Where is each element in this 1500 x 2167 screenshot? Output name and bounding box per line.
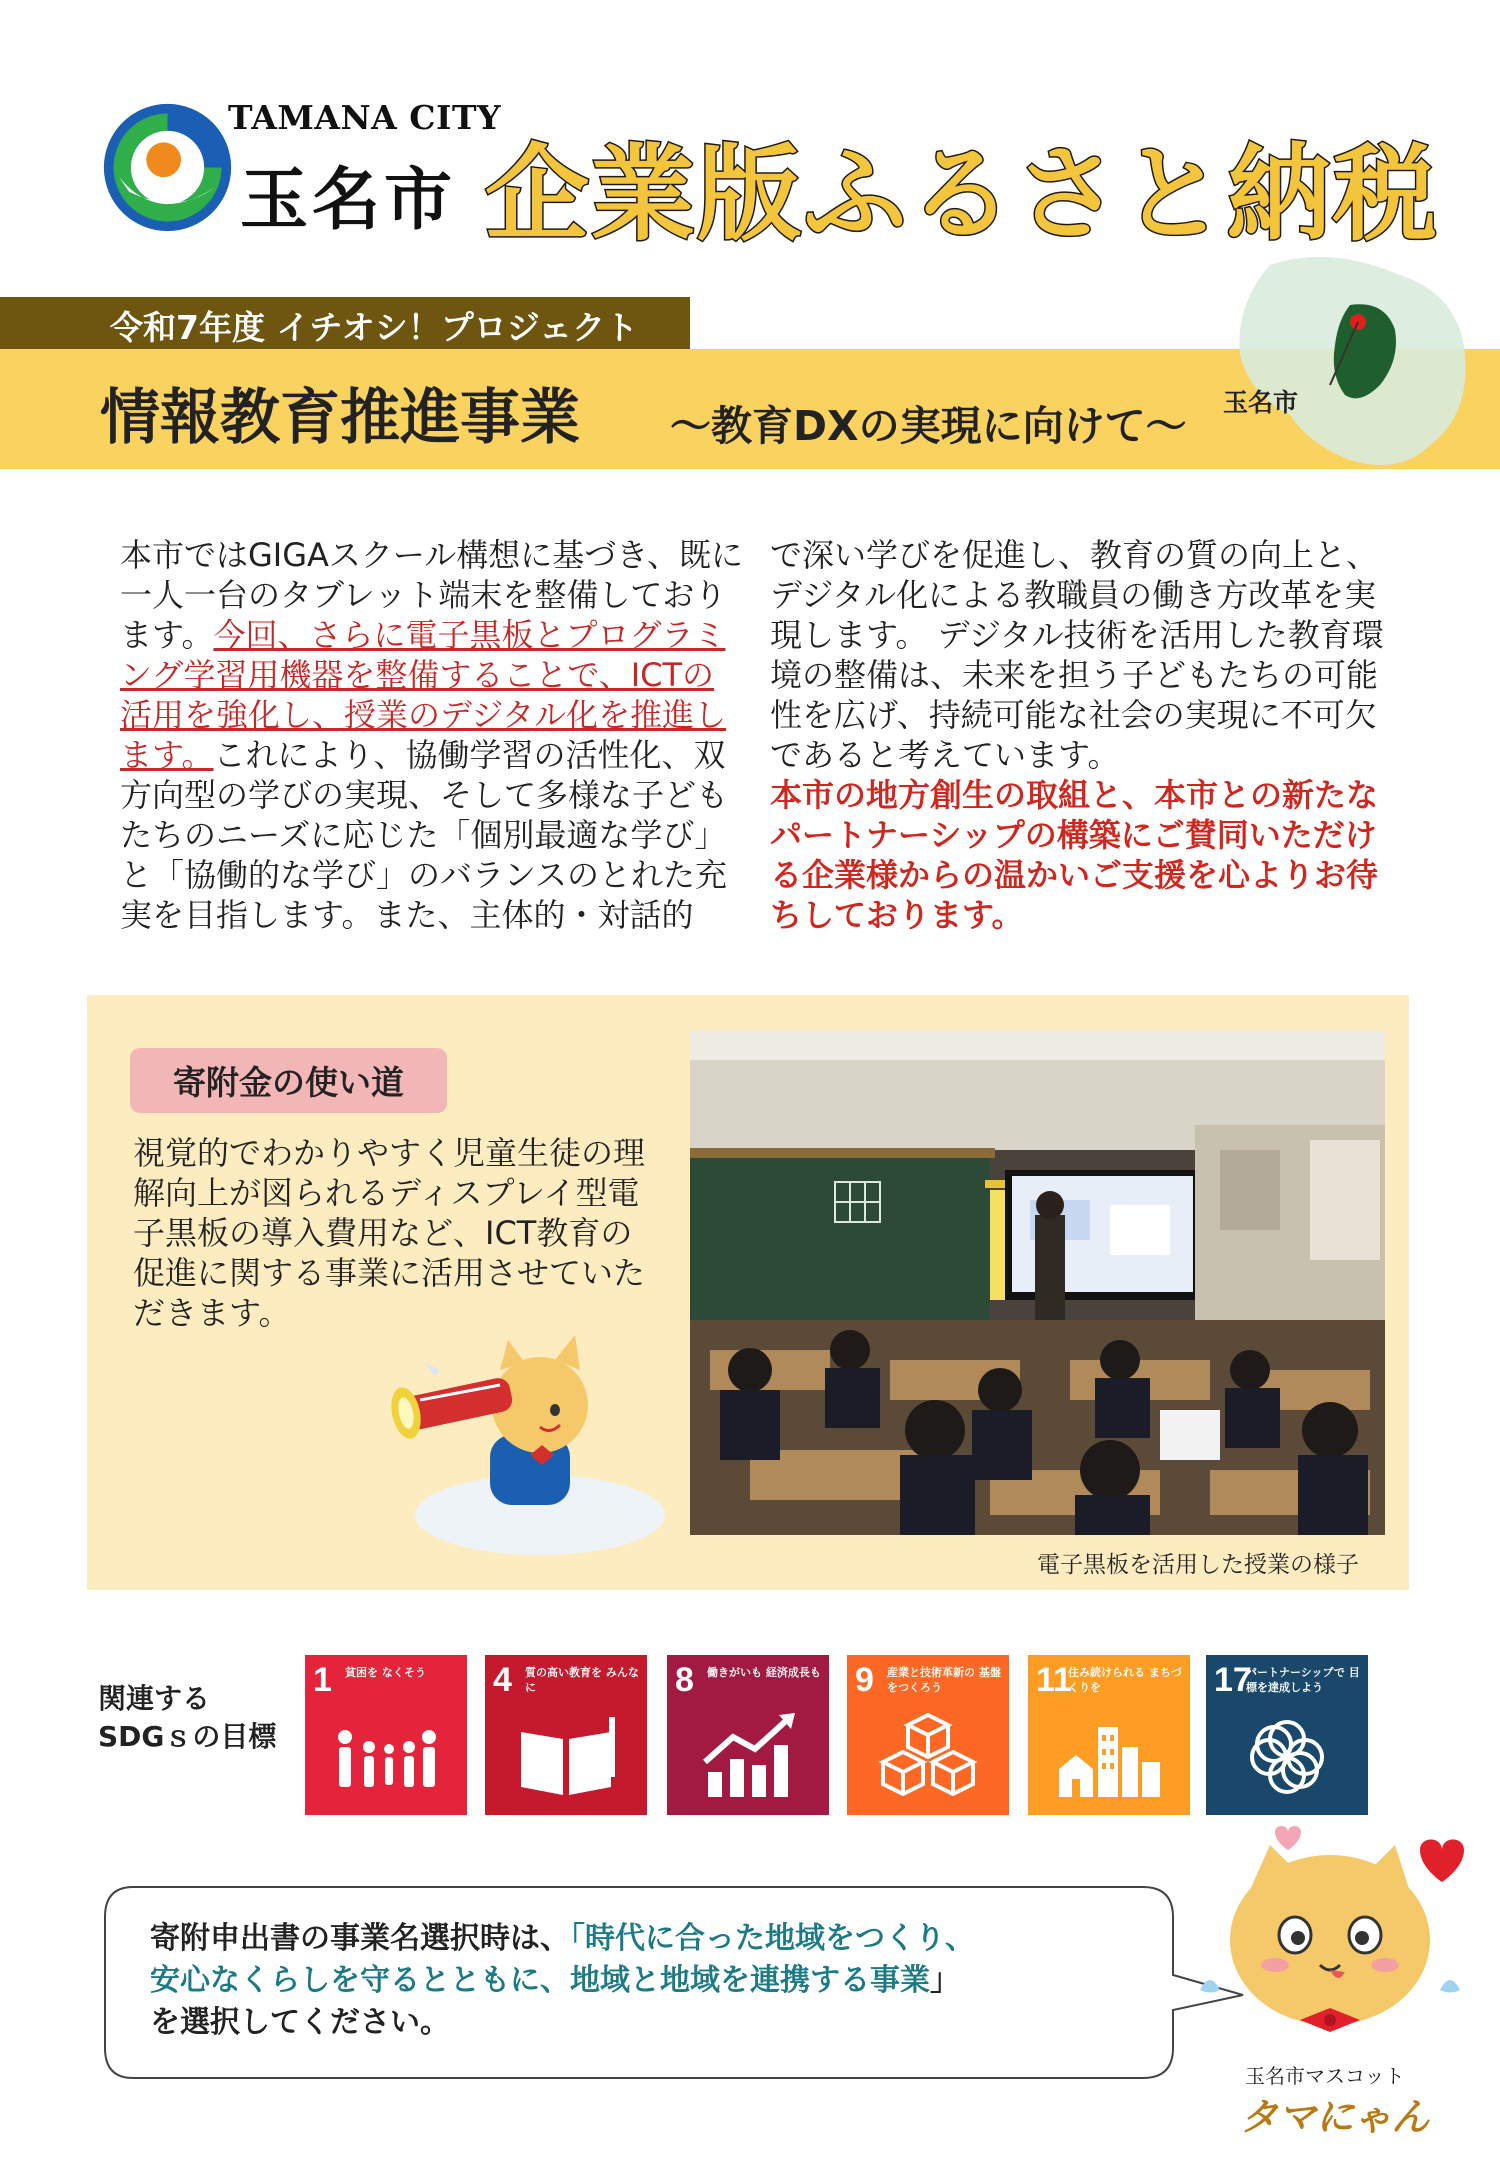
bubble-line1-a: 寄附申出書の事業名選択時は、 (150, 1921, 570, 1956)
sdg-goal-11 (1028, 1655, 1190, 1815)
sdg-text: 働きがいも 経済成長も (707, 1666, 821, 1679)
sdgs-label-line2: SDGｓの目標 (98, 1720, 277, 1753)
sdg-text: 質の高い教育を みんなに (525, 1666, 639, 1694)
appeal-text: 本市の地方創生の取組と、本市との新たなパートナーシップの構築にご賛同いただける企業様からの温かいご支援を心よりお待ちしております。 (770, 776, 1379, 934)
sdg-number: 1 (313, 1661, 332, 1699)
sdg-text: 産業と技術革新の 基盤をつくろう (887, 1666, 1001, 1694)
growth-chart-icon (693, 1707, 803, 1807)
sdg-number: 11 (1036, 1661, 1072, 1699)
sdg-number: 4 (493, 1661, 512, 1699)
city-name-english: TAMANA CITY (228, 98, 502, 137)
sdg-number: 8 (675, 1661, 694, 1699)
sdg-goal-17 (1206, 1655, 1368, 1815)
sdgs-label (98, 1680, 276, 1756)
sdg-goal-4 (485, 1655, 647, 1815)
sdg-number: 17 (1214, 1661, 1252, 1699)
intro-text-continued: これにより、協働学習の活性化、双方向型の学びの実現、そして多様な子どもたちのニーズに応じた「個別最適な学び」と「協働的な学び」のバランスのとれた充実を目指します。また、主体的・対話的 (120, 736, 729, 934)
sdgs-label-line1: 関連する (98, 1682, 211, 1715)
bubble-line3: を選択してください。 (150, 2005, 450, 2040)
page-title: 企業版ふるさと納税 (485, 133, 1440, 255)
banner-subtitle: 令和7年度 イチオシ！プロジェクト (110, 308, 639, 347)
mascot-tamanyan-icon (1180, 1820, 1470, 2060)
sdg-goal-1 (305, 1655, 467, 1815)
body-text: で深い学びを促進し、教育の質の向上と、デジタル化による教職員の働き方改革を実現します。 デジタル技術を活用した教育環境の整備は、未来を担う子どもたちの可能性を広げ、持続可能な社会の実現に不可欠であると考えています。 (770, 536, 1384, 774)
project-name-part1: 「時代に合った地域をつくり、 (570, 1921, 975, 1956)
project-tagline: ～教育DXの実現に向けて～ (670, 402, 1187, 450)
project-name-part2: 安心なくらしを守るとともに、地域と地域を連携する事業 (150, 1963, 930, 1998)
city-name-japanese: 玉名市 (240, 160, 457, 240)
sdg-text: 貧困を なくそう (345, 1666, 426, 1679)
sdg-goal-8 (667, 1655, 829, 1815)
city-icon (1054, 1707, 1164, 1807)
people-icon (331, 1707, 441, 1807)
body-column-right (770, 535, 1390, 935)
usage-tag: 寄附金の使い道 (130, 1048, 447, 1113)
book-icon (511, 1707, 621, 1807)
intro-text: 本市ではGIGAスクール構想に基づき、既に一人一台のタブレット端末を整備しております。 (120, 536, 744, 654)
map-label: 玉名市 (1223, 388, 1299, 417)
body-column-left (120, 535, 745, 935)
sdg-goal-9 (847, 1655, 1009, 1815)
city-logo (100, 100, 235, 235)
mascot-name: タマにゃん (1240, 2095, 1430, 2139)
photo-caption: 電子黒板を活用した授業の様子 (1037, 1552, 1359, 1578)
highlight-text: 今回、さらに電子黒板とプログラミング学習用機器を整備することで、ICTの活用を強化し、授業のデジタル化を推進します。 (120, 616, 727, 774)
classroom-photo (690, 1030, 1385, 1535)
sdg-text: パートナーシップで 目標を達成しよう (1246, 1666, 1360, 1694)
sdg-text: 住み続けられる まちづくりを (1068, 1666, 1182, 1694)
kyushu-map-icon (1210, 245, 1480, 485)
mascot-caption: 玉名市マスコット (1245, 2064, 1405, 2088)
sdg-number: 9 (855, 1661, 874, 1699)
project-title: 情報教育推進事業 (100, 383, 580, 453)
bubble-quote-close: 」 (930, 1963, 960, 1998)
usage-description: 視覚的でわかりやすく児童生徒の理解向上が図られるディスプレイ型電子黒板の導入費用など、ICT教育の促進に関する事業に活用させていただきます。 (133, 1134, 646, 1332)
cubes-icon (873, 1707, 983, 1807)
flower-rings-icon (1232, 1707, 1342, 1807)
bubble-text (150, 1918, 1150, 2044)
mascot-telescope-illustration (380, 1315, 670, 1565)
